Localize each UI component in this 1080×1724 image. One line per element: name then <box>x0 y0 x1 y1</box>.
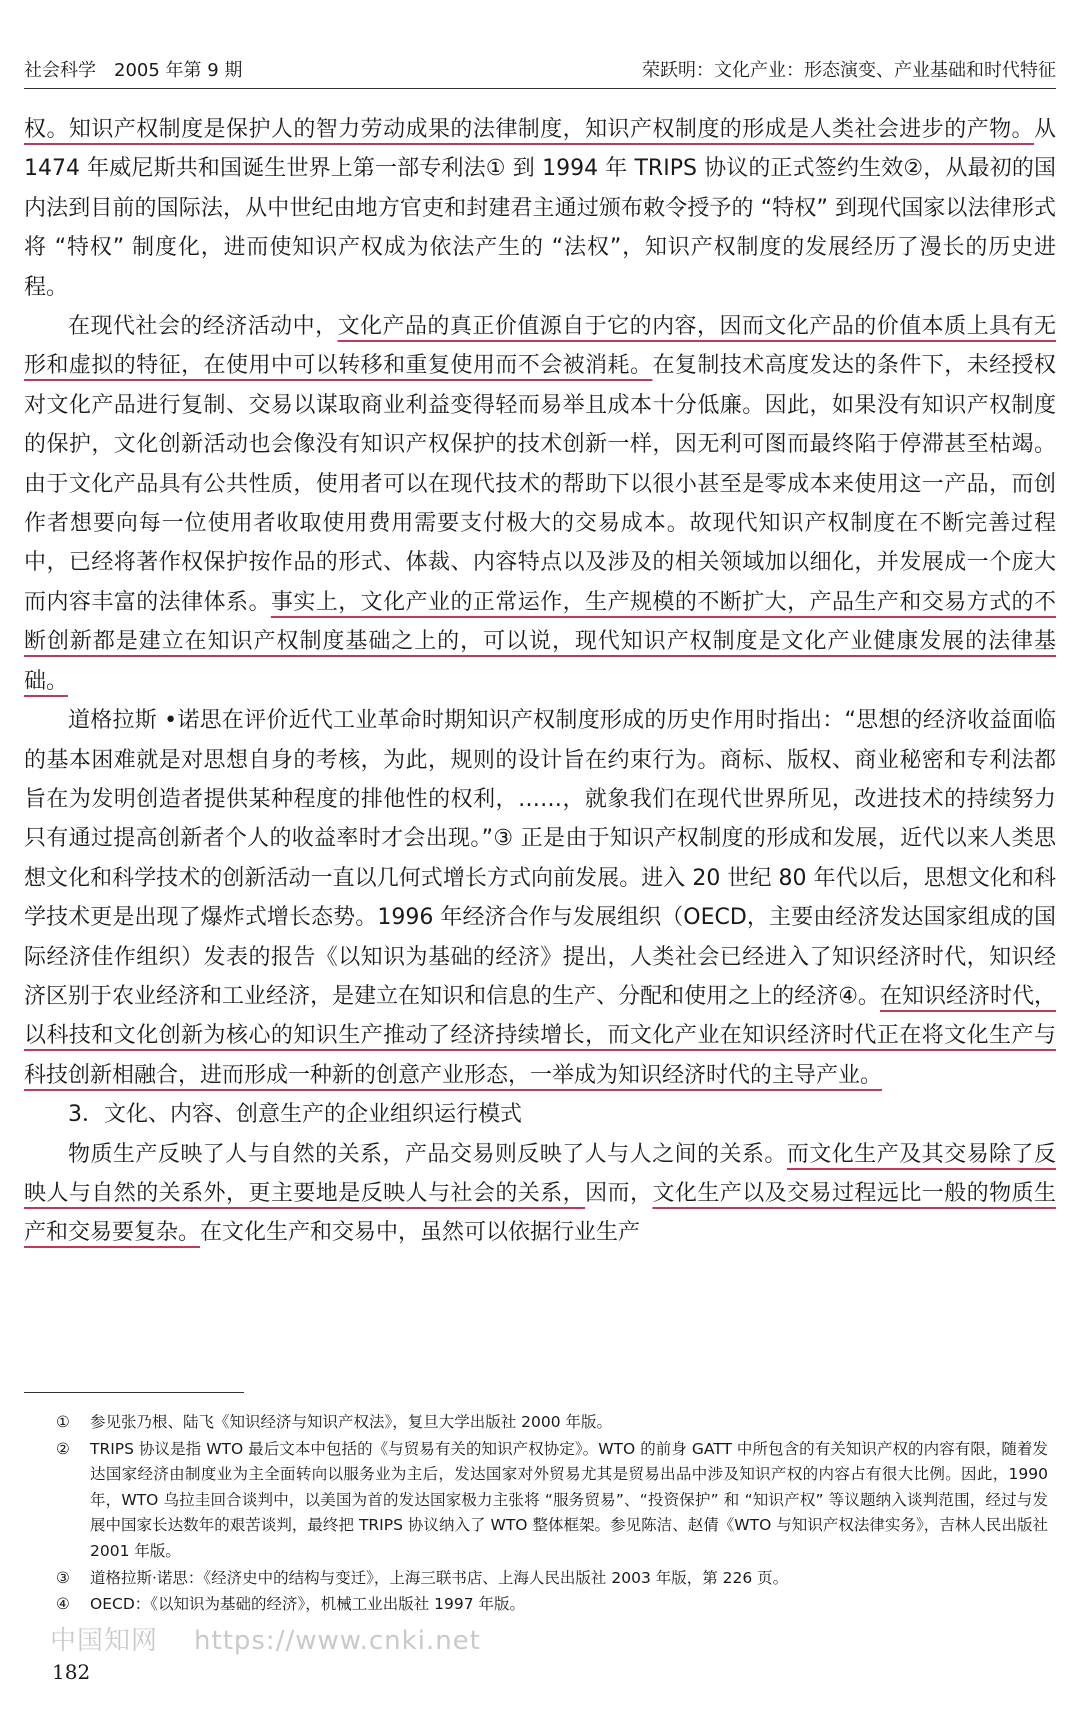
watermark-name: 中国知网 <box>50 1626 159 1656</box>
text-segment: 在文化生产和交易中，虽然可以依据行业生产 <box>200 1220 641 1246</box>
underlined-passage: 在知识经济时代，以科技和文化创新为核心的知识生产推动了经济持续增长，而文化产业在知识经济时代正在将文化生产与科技创新相融合，进而形成一种新的创意产业形态，一举成为知识经济时代的主导产业。 <box>24 983 1056 1088</box>
footnote-divider <box>24 1392 244 1393</box>
journal-issue: 社会科学 2005 年第 9 期 <box>24 60 243 81</box>
running-header <box>24 50 1056 89</box>
underlined-passage: 文化生产以及交易过程远比一般的物质生产和交易要复杂。 <box>24 1180 1056 1246</box>
footnote-text: TRIPS 协议是指 WTO 最后文本中包括的《与贸易有关的知识产权协定》。WTO 的前身 GATT 中所包含的有关知识产权的内容有限，随着发达国家经济由制度业为主全面转向以服务业为主后，发达国家对外贸易尤其是贸易出品中涉及知识产权的内容占有很大比例。因此，1990 年，WTO 乌拉圭回合谈判中，以美国为首的发达国家极力主张将 “服务贸易”、“投资保护” 和 “知识产权” 等议题纳入谈判范围，经过与发展中国家长达数年的艰苦谈判，最终把 TRIPS 协议纳入了 WTO 整体框架。参见陈洁、赵倩《WTO 与知识产权法律实务》，吉林人民出版社 2001 年版。 <box>90 1439 1048 1560</box>
article-title: 荣跃明：文化产业：形态演变、产业基础和时代特征 <box>642 60 1056 81</box>
footnote <box>56 1592 1048 1618</box>
underlined-passage: 而文化生产及其交易除了反映人与自然的关系外，更主要地是反映人与社会的关系， <box>24 1141 1056 1206</box>
footnote <box>56 1410 1048 1436</box>
text-segment: 物质生产反映了人与自然的关系，产品交易则反映了人与人之间的关系。 <box>68 1141 787 1167</box>
footnotes <box>56 1410 1048 1619</box>
footnote <box>56 1437 1048 1565</box>
footnote-mark: ③ <box>56 1568 70 1587</box>
footnote-mark: ② <box>56 1439 70 1458</box>
watermark-url: https://www.cnki.net <box>194 1626 481 1656</box>
footnote-mark: ① <box>56 1413 70 1431</box>
footnote <box>56 1566 1048 1592</box>
footnote-text: OECD：《以知识为基础的经济》，机械工业出版社 1997 年版。 <box>90 1595 526 1614</box>
cnki-watermark <box>50 1620 481 1657</box>
footnote-text: 参见张乃根、陆飞《知识经济与知识产权法》，复旦大学出版社 2000 年版。 <box>90 1413 613 1431</box>
text-segment: 在复制技术高度发达的条件下，未经授权对文化产品进行复制、交易以谋取商业利益变得轻而易举且成本十分低廉。因此，如果没有知识产权制度的保护，文化创新活动也会像没有知识产权保护的技术创新一样，因无利可图而最终陷于停滞甚至枯竭。由于文化产品具有公共性质，使用者可以在现代技术的帮助下以很小甚至是零成本来使用这一产品，而创作者想要向每一位使用者收取使用费用需要支付极大的交易成本。故现代知识产权制度在不断完善过程中，已经将著作权保护按作品的形式、体裁、内容特点以及涉及的相关领域加以细化，并发展成一个庞大而内容丰富的法律体系。 <box>24 353 1056 615</box>
body-text <box>24 110 1056 1253</box>
underlined-passage: 事实上，文化产业的正常运作，生产规模的不断扩大，产品生产和交易方式的不断创新都是建立在知识产权制度基础之上的，可以说，现代知识产权制度是文化产业健康发展的法律基础。 <box>24 589 1056 694</box>
text-segment: 因而， <box>585 1180 653 1206</box>
paragraph <box>24 110 1056 307</box>
footnote-text: 道格拉斯·诺思：《经济史中的结构与变迁》，上海三联书店、上海人民出版社 2003 年版，第 226 页。 <box>90 1568 789 1587</box>
paragraph <box>24 1135 1056 1253</box>
paragraph <box>24 307 1056 701</box>
text-segment: 在现代社会的经济活动中， <box>68 314 338 340</box>
paragraph <box>24 701 1056 1095</box>
footnote-mark: ④ <box>56 1595 70 1614</box>
text-segment: 道格拉斯 •诺思在评价近代工业革命时期知识产权制度形成的历史作用时指出：“思想的经济收益面临的基本困难就是对思想自身的考核，为此，规则的设计旨在约束行为。商标、版权、商业秘密和专利法都旨在为发明创造者提供某种程度的排他性的权利，……，就象我们在现代世界所见，改进技术的持续努力只有通过提高创新者个人的收益率时才会出现。”③ 正是由于知识产权制度的形成和发展，近代以来人类思想文化和科学技术的创新活动一直以几何式增长方式向前发展。进入 20 世纪 80 年代以后，思想文化和科学技术更是出现了爆炸式增长态势。1996 年经济合作与发展组织（OECD，主要由经济发达国家组成的国际经济佳作组织）发表的报告《以知识为基础的经济》提出，人类社会已经进入了知识经济时代，知识经济区别于农业经济和工业经济，是建立在知识和信息的生产、分配和使用之上的经济④。 <box>24 708 1056 1009</box>
page-number: 182 <box>52 1660 91 1684</box>
underlined-passage: 权。知识产权制度是保护人的智力劳动成果的法律制度，知识产权制度的形成是人类社会进步的产物。 <box>24 117 1034 142</box>
underlined-passage: 文化产品的真正价值源自于它的内容，因而文化产品的价值本质上具有无形和虚拟的特征，在使用中可以转移和重复使用而不会被消耗。 <box>24 314 1056 379</box>
section-heading <box>24 1095 1056 1134</box>
text-segment: 从 1474 年威尼斯共和国诞生世界上第一部专利法① 到 1994 年 TRIPS 协议的正式签约生效②，从最初的国内法到目前的国际法，从中世纪由地方官吏和封建君主通过颁布敕令授予的 “特权” 到现代国家以法律形式将 “特权” 制度化，进而使知识产权成为依法产生的 “法权”，知识产权制度的发展经历了漫长的历史进程。 <box>24 117 1056 300</box>
section-heading-text: 3．文化、内容、创意生产的企业组织运行模式 <box>68 1102 522 1128</box>
